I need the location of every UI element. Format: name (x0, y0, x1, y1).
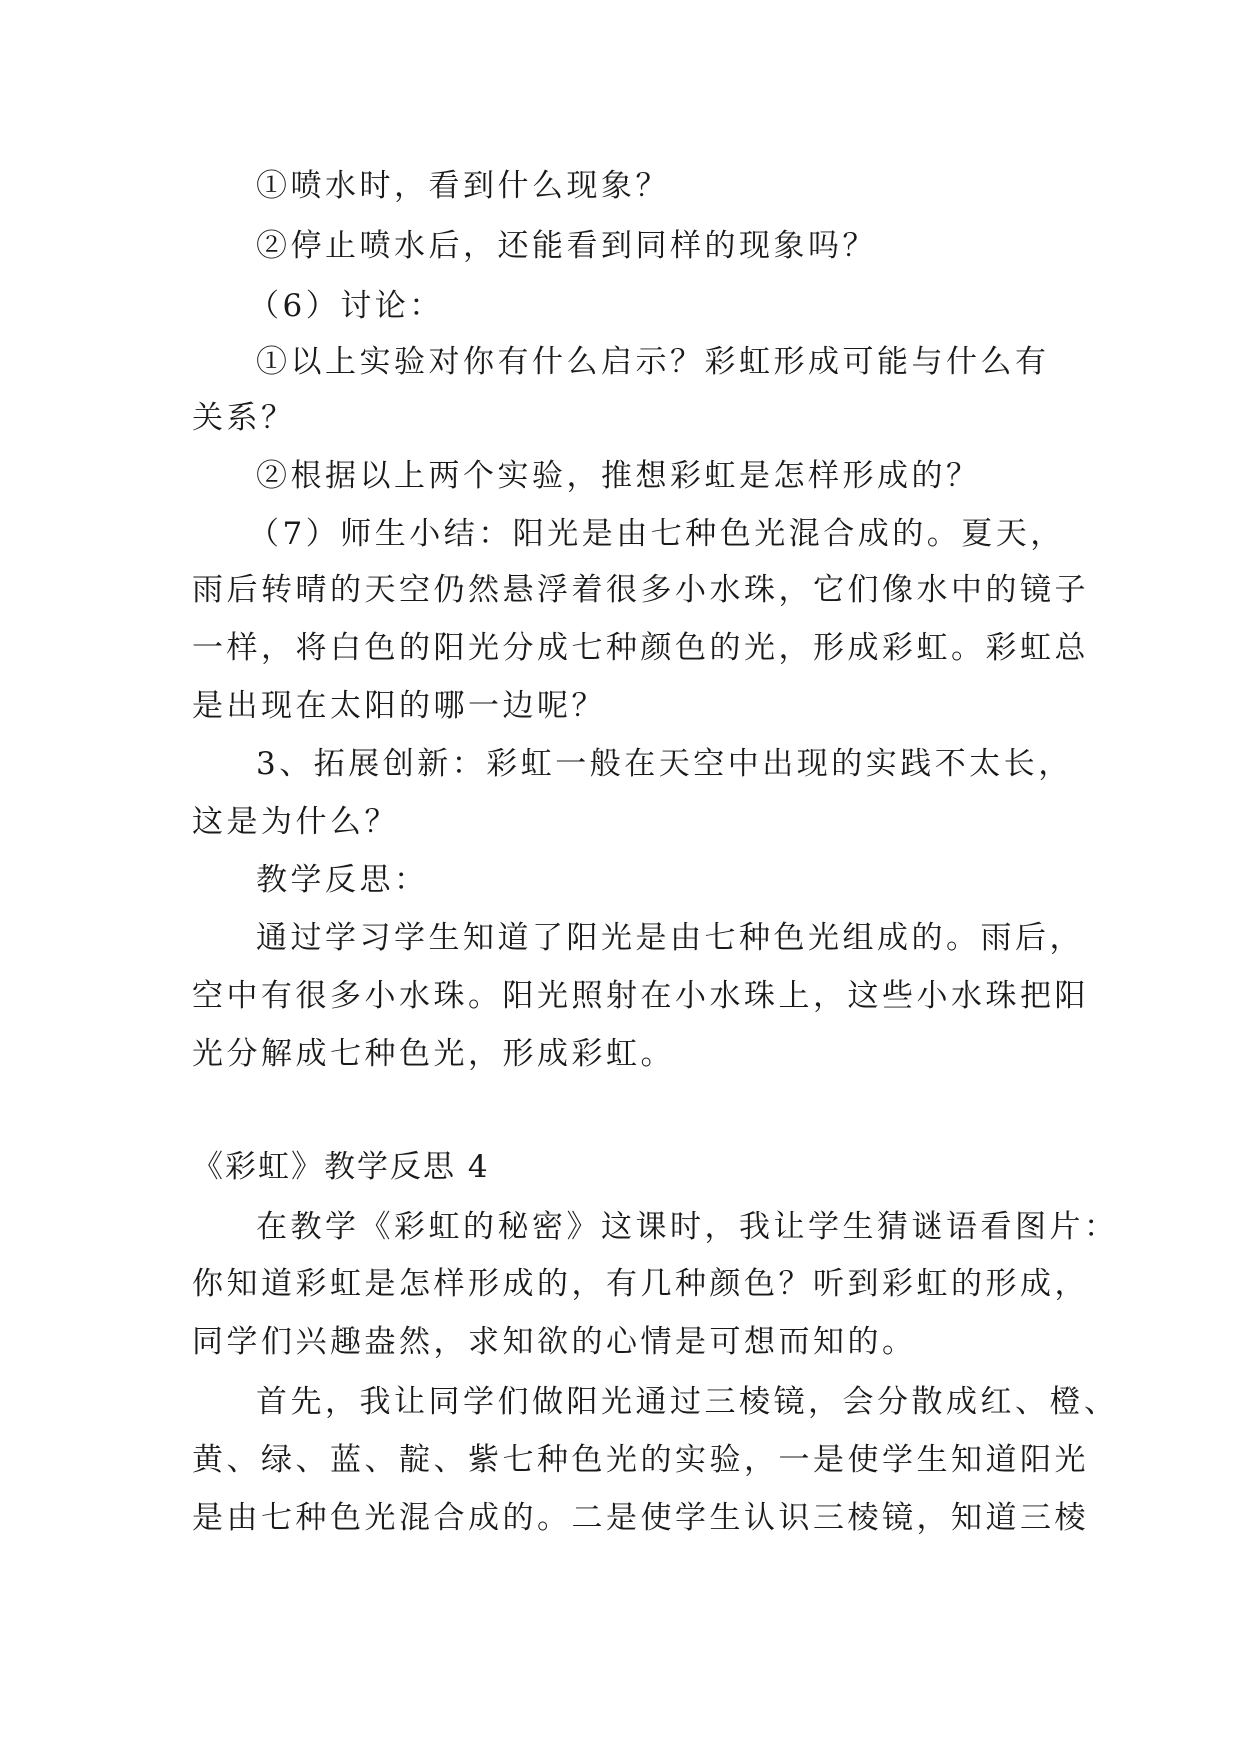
text-line: 首先，我让同学们做阳光通过三棱镜，会分散成红、橙、 (256, 1384, 1119, 1420)
text-line: 一样，将白色的阳光分成七种颜色的光，形成彩虹。彩虹总 (192, 630, 1089, 666)
text-line: 关系？ (192, 400, 296, 436)
text-line: 你知道彩虹是怎样形成的，有几种颜色？听到彩虹的形成， (192, 1266, 1089, 1302)
text-line: 在教学《彩虹的秘密》这课时，我让学生猜谜语看图片： (256, 1209, 1119, 1245)
text-line: 是由七种色光混合成的。二是使学生认识三棱镜，知道三棱 (192, 1500, 1089, 1536)
text-line: ①以上实验对你有什么启示？彩虹形成可能与什么有 (256, 344, 1050, 380)
text-line: ②根据以上两个实验，推想彩虹是怎样形成的？ (256, 458, 981, 494)
text-line: 教学反思： (256, 862, 429, 898)
text-line: ②停止喷水后，还能看到同样的现象吗？ (256, 228, 877, 264)
text-line: ①喷水时，看到什么现象？ (256, 168, 670, 204)
text-line: 3、拓展创新：彩虹一般在天空中出现的实践不太长， (256, 746, 1073, 782)
text-line: 是出现在太阳的哪一边呢？ (192, 688, 606, 724)
section-heading: 《彩虹》教学反思 4 (192, 1149, 490, 1185)
text-line: 光分解成七种色光，形成彩虹。 (192, 1036, 675, 1072)
text-line: 空中有很多小水珠。阳光照射在小水珠上，这些小水珠把阳 (192, 978, 1089, 1014)
text-line: 黄、绿、蓝、靛、紫七种色光的实验，一是使学生知道阳光 (192, 1442, 1089, 1478)
text-line: （7）师生小结：阳光是由七种色光混合成的。夏天， (248, 516, 1065, 552)
text-line: 雨后转晴的天空仍然悬浮着很多小水珠，它们像水中的镜子 (192, 572, 1089, 608)
text-line: 通过学习学生知道了阳光是由七种色光组成的。雨后， (256, 920, 1084, 956)
text-line: 同学们兴趣盎然，求知欲的心情是可想而知的。 (192, 1324, 917, 1360)
text-line: 这是为什么？ (192, 804, 399, 840)
text-line: （6）讨论： (248, 288, 444, 324)
